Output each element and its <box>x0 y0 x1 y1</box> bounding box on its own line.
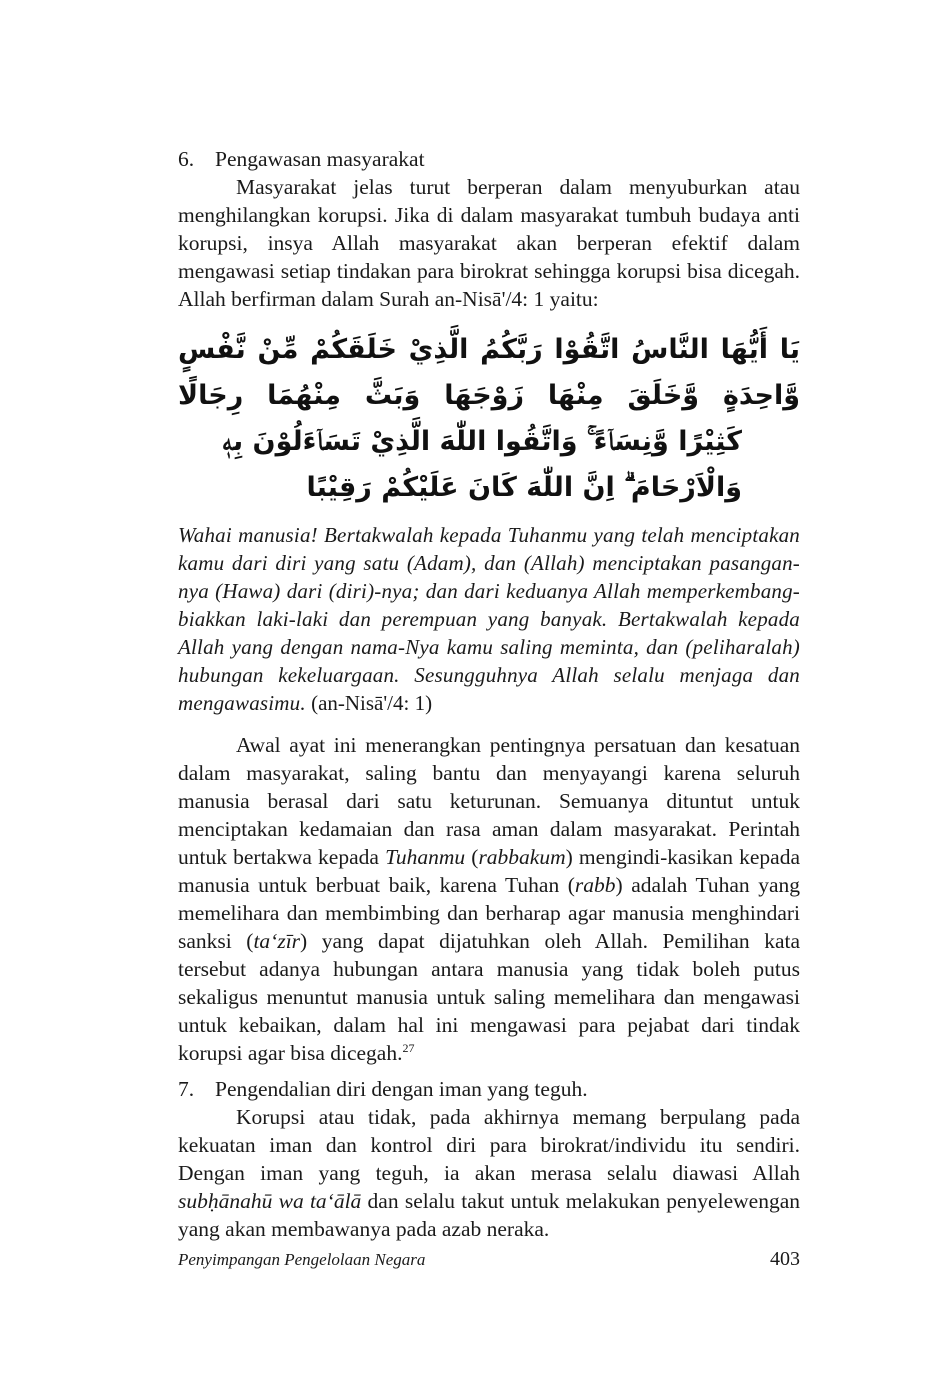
term-rabbakum: rabbakum <box>478 845 566 869</box>
section-6-title: Pengawasan masyarakat <box>215 147 425 171</box>
term-tazir: ta‘zīr <box>253 929 301 953</box>
explanation-text-5: ) yang dapat dijatuhkan oleh Allah. Pemilihan kata tersebut adanya hubungan antara manusia yang tidak boleh putus sekaligus menuntut manusia untuk saling memelihara dan mengawasi untuk kebaikan, dalam hal ini mengawasi para pejabat dari tindak korupsi agar bisa dicegah. <box>178 929 800 1065</box>
section-6-paragraph: Masyarakat jelas turut berperan dalam menyuburkan atau menghilangkan korupsi. Jika di dalam masyarakat tumbuh budaya anti korupsi, insya Allah masyarakat akan berperan efektif dalam mengawasi setiap tindakan para birokrat sehingga korupsi bisa dicegah. Allah berfirman dalam Surah an-Nisā'/4: 1 yaitu: <box>178 175 800 311</box>
explanation-text-3: ) mengindi-kasikan kepada manusia untuk berbuat baik, karena Tuhan ( <box>178 845 800 897</box>
explanation-text-2: ( <box>465 845 479 869</box>
translation-text: Wahai manusia! Bertakwalah kepada Tuhanmu yang telah menciptakan kamu dari diri yang satu (Adam), dan (Allah) menciptakan pasangan-nya (Hawa) dari (diri)-nya; dan dari keduanya Allah memperkembang-biakkan laki-laki dan perempuan yang banyak. Bertakwalah kepada Allah yang dengan nama-Nya kamu saling meminta, dan (peliharalah) hubungan kekeluargaan. Sesungguhnya Allah selalu menjaga dan mengawasimu. <box>178 523 800 715</box>
term-tuhanmu: Tuhanmu <box>385 845 466 869</box>
quran-verse <box>178 327 800 511</box>
section-7-heading <box>178 1075 800 1103</box>
section-6-heading <box>178 145 800 173</box>
explanation-text-1: Awal ayat ini menerangkan pentingnya persatuan dan kesatuan dalam masyarakat, saling bantu dan menyayangi karena seluruh manusia berasal dari satu keturunan. Semuanya dituntut untuk menciptakan kedamaian dan rasa aman dalam masyarakat. Perintah untuk bertakwa kepada <box>178 733 800 869</box>
section-7-title: Pengendalian diri dengan iman yang teguh. <box>215 1077 588 1101</box>
term-rabb: rabb <box>574 873 616 897</box>
section-6-number: 6. <box>178 147 195 171</box>
page-body <box>178 145 800 1243</box>
running-title: Penyimpangan Pengelolaan Negara <box>178 1250 426 1269</box>
explanation-paragraph <box>178 731 800 1067</box>
page-footer <box>178 1248 800 1271</box>
term-subhanahu: subḥānahū wa ta‘ālā <box>178 1189 362 1213</box>
section-7-paragraph <box>178 1103 800 1243</box>
explanation-text-4: ) adalah Tuhan yang memelihara dan membimbing dan berharap agar manusia menghindari sanksi ( <box>178 873 800 953</box>
verse-line-2: كَثِيْرًا وَّنِسَاۤءً ۚ وَاتَّقُوا اللّٰهَ الَّذِيْ تَسَاۤءَلُوْنَ بِهٖ وَالْاَرْحَامَ ۗ اِنَّ اللّٰهَ كَانَ عَلَيْكُمْ رَقِيْبًا <box>222 426 742 503</box>
section-7-text-2: dan selalu takut untuk melakukan penyelewengan yang akan membawanya pada azab neraka. <box>178 1189 800 1241</box>
footnote-marker[interactable]: 27 <box>402 1040 415 1055</box>
verse-line-1: يَا أَيُّهَا النَّاسُ اتَّقُوْا رَبَّكُمُ الَّذِيْ خَلَقَكُمْ مِّنْ نَّفْسٍ وَّاحِدَةٍ وَّخَلَقَ مِنْهَا زَوْجَهَا وَبَثَّ مِنْهُمَا رِجَالًا <box>178 334 800 411</box>
translation-reference: (an-Nisā'/4: 1) <box>305 691 433 715</box>
section-7-text-1: Korupsi atau tidak, pada akhirnya memang berpulang pada kekuatan iman dan kontrol diri para birokrat/individu itu sendiri. Dengan iman yang teguh, ia akan merasa selalu diawasi Allah <box>178 1105 800 1185</box>
page-number: 403 <box>770 1248 800 1270</box>
verse-translation <box>178 521 800 717</box>
section-7-number: 7. <box>178 1077 195 1101</box>
